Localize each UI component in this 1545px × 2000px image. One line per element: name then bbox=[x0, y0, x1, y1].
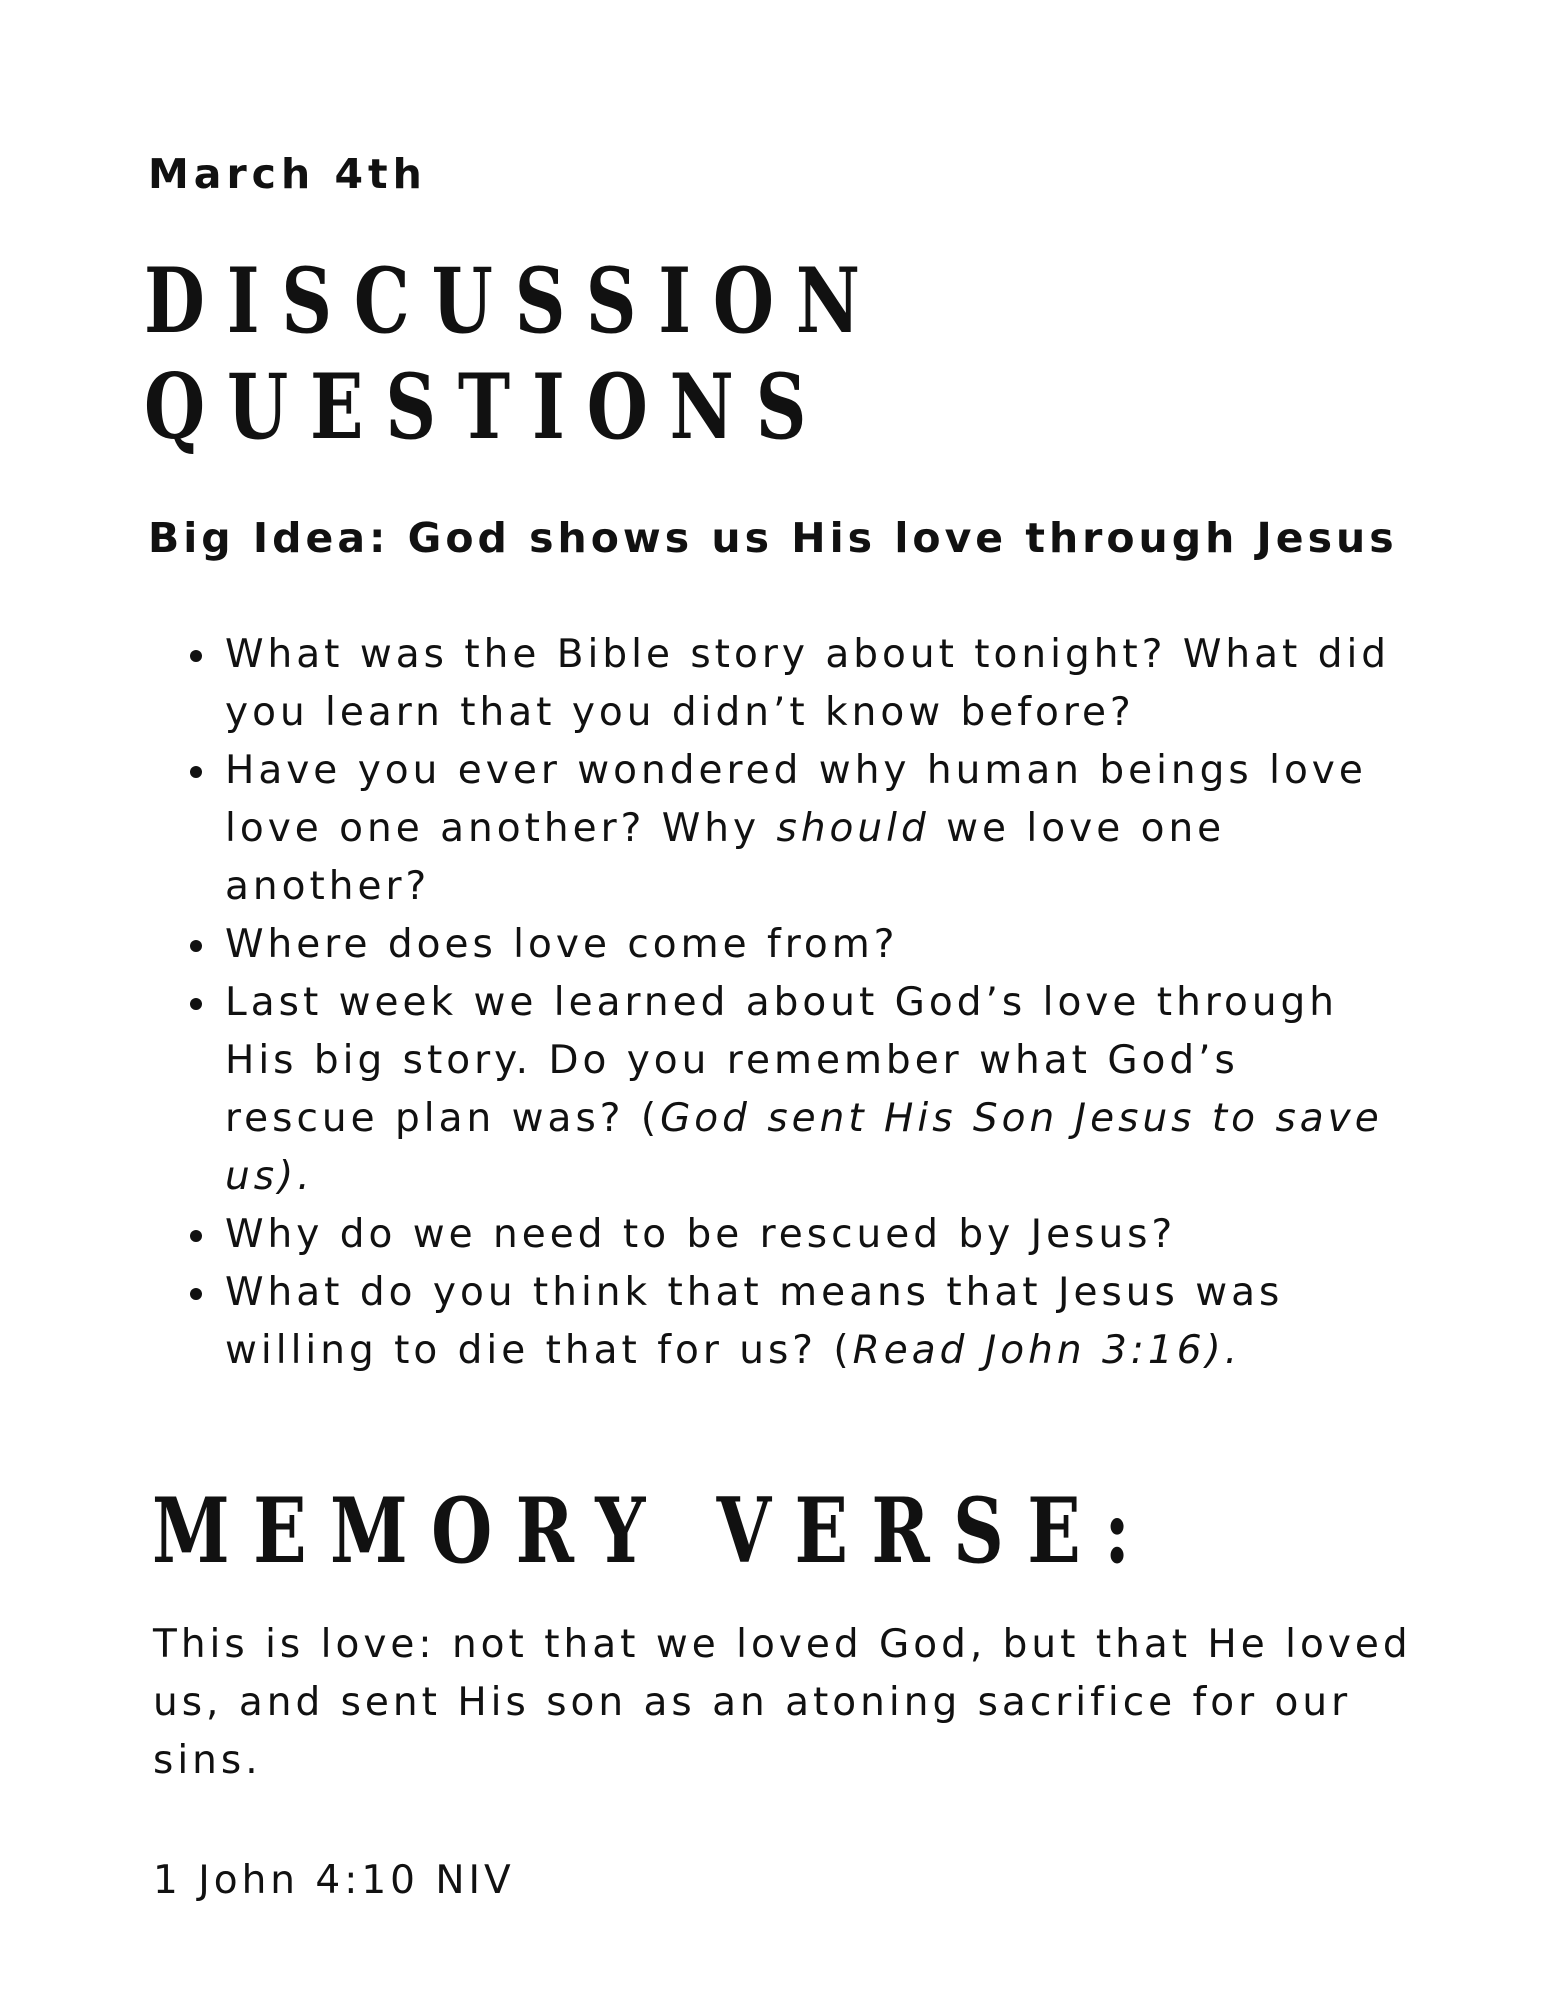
discussion-question bbox=[148, 916, 1398, 974]
question-emphasis: God sent His Son Jesus to save us). bbox=[225, 1096, 1383, 1199]
page-title bbox=[144, 248, 882, 460]
question-text: Why do we need to be rescued by Jesus? bbox=[225, 1212, 1177, 1257]
date-label: March 4th bbox=[148, 150, 427, 198]
question-text: Last week we learned about God’s love through His big story. Do you remember what God’s rescue plan was? ( bbox=[225, 980, 1339, 1141]
discussion-question bbox=[148, 626, 1398, 742]
memory-verse-text: This is love: not that we loved God, but that He loved us, and sent His son as an atoning sacrifice for our sins. bbox=[153, 1622, 1412, 1783]
question-text: Where does love come from? bbox=[225, 922, 899, 967]
big-idea-heading: Big Idea: God shows us His love through Jesus bbox=[148, 514, 1398, 562]
title-line-1: DISCUSSION bbox=[144, 248, 882, 354]
memory-verse-heading: MEMORY VERSE: bbox=[152, 1478, 1154, 1584]
question-text-end: we love one another? bbox=[225, 806, 1226, 909]
question-text: Have you ever wondered why human beings love love one another? Why bbox=[225, 748, 1367, 851]
discussion-question bbox=[148, 1264, 1398, 1380]
discussion-question bbox=[148, 742, 1398, 916]
question-text: What do you think that means that Jesus was willing to die that for us? ( bbox=[225, 1270, 1284, 1373]
discussion-question bbox=[148, 1206, 1398, 1264]
question-text: What was the Bible story about tonight? What did you learn that you didn’t know before? bbox=[225, 632, 1391, 735]
memory-verse-reference: 1 John 4:10 NIV bbox=[153, 1858, 515, 1903]
question-emphasis: should bbox=[776, 806, 930, 851]
discussion-question bbox=[148, 974, 1398, 1206]
title-line-2: QUESTIONS bbox=[144, 354, 829, 460]
question-emphasis: Read John 3:16). bbox=[852, 1328, 1242, 1373]
discussion-question-list bbox=[148, 626, 1398, 1380]
